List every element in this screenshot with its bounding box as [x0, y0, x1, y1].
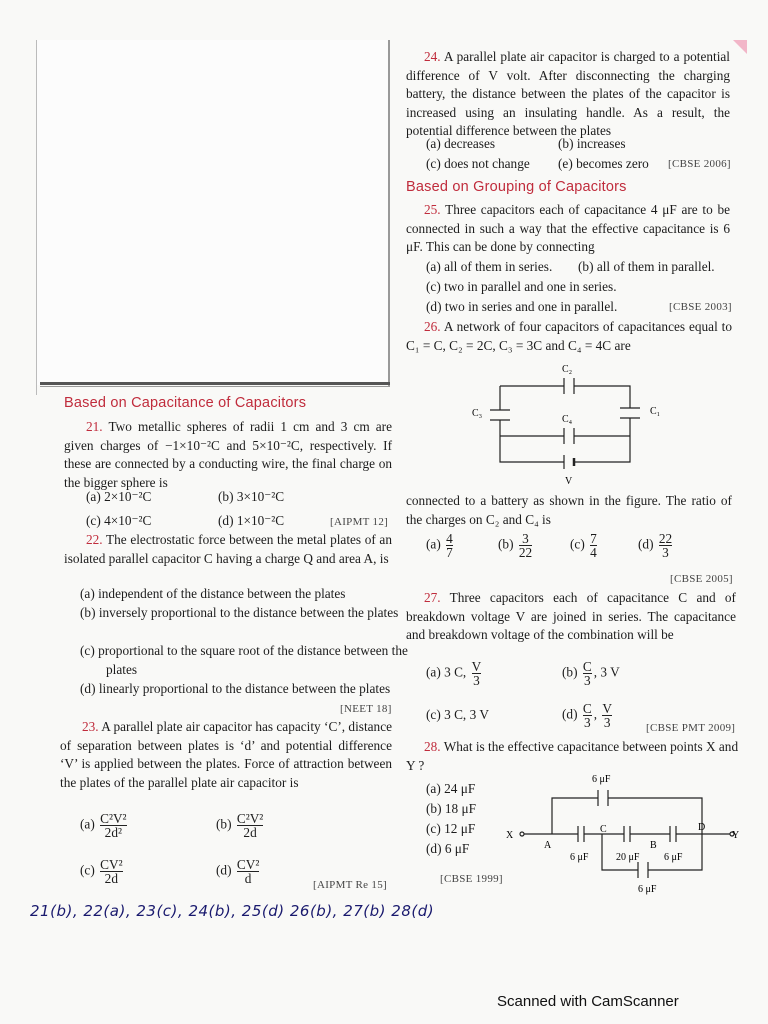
- label-top-cap: 6 μF: [592, 774, 611, 785]
- numerator: V: [471, 659, 482, 674]
- option-a: (a) 2×10⁻²C: [86, 489, 152, 504]
- numerator: C: [582, 701, 592, 716]
- option-c: (c) proportional to the square root of the distance between the plates: [80, 643, 408, 677]
- question-23: [60, 718, 392, 792]
- option-d: [216, 858, 261, 885]
- denominator: 3: [473, 673, 480, 688]
- option-d: (d) linearly proportional to the distance between the plates: [80, 681, 391, 696]
- question-text: The electrostatic force between the metal plates of an isolated parallel capacitor C having a charge Q and area A, is: [64, 532, 392, 566]
- denominator: 3: [583, 673, 591, 688]
- section-rule-thin: [40, 386, 390, 387]
- section-rule: [40, 382, 390, 385]
- exam-tag: [CBSE 1999]: [440, 873, 503, 885]
- numerator: C²V²: [100, 811, 127, 826]
- blank-figure-area: [37, 40, 389, 385]
- label-v: V: [565, 476, 573, 487]
- label-a: A: [544, 840, 552, 851]
- handwritten-answers: 21(b), 22(a), 23(c), 24(b), 25(d) 26(b), 27(b) 28(d): [30, 902, 435, 920]
- denominator: 2d: [237, 825, 263, 839]
- label-y: Y: [732, 830, 740, 841]
- option-a: (a) independent of the distance between the plates: [80, 586, 346, 601]
- option-label: (a): [426, 664, 441, 680]
- question-25: [406, 201, 730, 257]
- label-c3: C₃: [472, 408, 483, 419]
- question-number: 24.: [424, 49, 441, 64]
- label-cap-bottom: 6 μF: [638, 884, 657, 895]
- option-label: (a): [426, 536, 441, 552]
- label-b: B: [650, 840, 657, 851]
- fraction: [602, 702, 612, 729]
- option-c: [570, 532, 599, 559]
- question-number: 22.: [86, 532, 103, 547]
- option-a: [426, 660, 483, 687]
- question-number: 25.: [424, 202, 441, 217]
- option-c: (c) 4×10⁻²C: [86, 513, 152, 528]
- option-d: (d) two in series and one in parallel.: [426, 299, 618, 314]
- option-b: (b) 18 μF: [426, 801, 476, 816]
- camscanner-watermark: Scanned with CamScanner: [497, 993, 679, 1010]
- exam-tag: [CBSE 2006]: [668, 158, 731, 170]
- option-label: (b): [216, 816, 232, 832]
- denominator: 4: [590, 545, 597, 560]
- option-text: 3 C,: [444, 664, 467, 680]
- option-b: [562, 660, 620, 687]
- option-b: (b) all of them in parallel.: [578, 259, 715, 274]
- column-divider: [388, 40, 390, 386]
- numerator: C²V²: [236, 811, 264, 826]
- option-label: (b): [498, 536, 514, 552]
- option-c: (c) two in parallel and one in series.: [426, 279, 617, 294]
- fraction: [237, 812, 263, 839]
- section-title-grouping: Based on Grouping of Capacitors: [406, 179, 627, 195]
- question-text: Two metallic spheres of radii 1 cm and 3 cm are given charges of −1×10⁻²C and 5×10⁻²C, respectively. If these are connected by a conducting wire, the final charge on the bigger sphere is: [64, 419, 392, 490]
- option-e: (e) becomes zero: [558, 156, 649, 171]
- exam-tag: [CBSE 2003]: [669, 301, 732, 313]
- section-title-capacitance: Based on Capacitance of Capacitors: [64, 395, 307, 411]
- option-label: (b): [562, 664, 578, 680]
- question-number: 21.: [86, 419, 103, 434]
- question-21: [64, 418, 392, 492]
- option-d: (d) $\frac{C}{3}$ , $\frac{V}{3}$: [562, 701, 612, 730]
- question-number: 26.: [424, 319, 441, 334]
- option-d: (d) 1×10⁻²C: [218, 513, 285, 528]
- question-number: 23.: [82, 719, 99, 734]
- denominator: 2d²: [100, 825, 126, 839]
- fraction: [519, 532, 532, 559]
- fraction: [237, 858, 259, 885]
- option-d: [638, 532, 674, 559]
- option-label: (c): [80, 862, 95, 878]
- option-a: (a) 24 μF: [426, 781, 476, 796]
- exam-tag: [CBSE PMT 2009]: [646, 722, 736, 734]
- option-b: (b) increases: [558, 136, 626, 151]
- option-label: (c): [570, 536, 585, 552]
- option-c: (c) does not change: [426, 156, 530, 171]
- option-label: (a): [80, 816, 95, 832]
- denominator: 3: [659, 545, 672, 559]
- question-22: [64, 531, 392, 568]
- option-b: [216, 812, 265, 839]
- numerator: 22: [658, 531, 673, 546]
- fraction: [583, 702, 592, 729]
- denominator: 7: [446, 545, 453, 560]
- numerator: C: [582, 659, 592, 674]
- capacitor-network-figure: [470, 362, 670, 490]
- label-cap-1: 6 μF: [570, 852, 589, 863]
- numerator: CV²: [236, 857, 260, 872]
- option-c: [80, 858, 125, 885]
- label-c4: C₄: [562, 414, 573, 425]
- fraction: [100, 858, 122, 885]
- question-27: [406, 589, 736, 645]
- option-d: (d) 6 μF: [426, 841, 470, 856]
- option-b: (b) 3×10⁻²C: [218, 489, 285, 504]
- exam-tag: [NEET 18]: [340, 703, 392, 715]
- label-x: X: [506, 830, 514, 841]
- question-text: A parallel plate air capacitor is charged to a potential difference of V volt. After disconnecting the charging battery, the distance between the plates of the capacitor is increased using an insulating handle. As a result, the potential difference between the plates: [406, 49, 730, 138]
- denominator: 3: [603, 715, 611, 730]
- numerator: 7: [590, 531, 597, 546]
- option-c: (c) 12 μF: [426, 821, 476, 836]
- label-cap-3: 6 μF: [664, 852, 683, 863]
- option-label: (c): [426, 707, 441, 722]
- option-b: (b) inversely proportional to the distance between the plates: [80, 605, 399, 620]
- exam-tag: [CBSE 2005]: [670, 573, 733, 585]
- option-label: (d): [638, 536, 654, 552]
- fraction: [446, 532, 453, 559]
- question-text: Three capacitors each of capacitance C and of breakdown voltage V are joined in series. The capacitance and breakdown voltage of the combination will be: [406, 590, 736, 642]
- exam-tag: [AIPMT 12]: [330, 516, 389, 528]
- denominator: 2d: [100, 871, 122, 885]
- option-label: (d): [216, 862, 232, 878]
- fraction: [659, 532, 672, 559]
- numerator: 4: [446, 531, 453, 546]
- question-text: A parallel plate air capacitor has capacity ‘C’, distance of separation between plates is ‘d’ and potential difference ‘V’ is applied between the plates. Force of attraction between the plates of the parallel plate air capacitor is: [60, 719, 393, 790]
- option-text: , 3 V: [593, 664, 620, 680]
- option-a: [80, 812, 129, 839]
- capacitor-circuit-figure: [506, 770, 742, 896]
- question-26-cont: connected to a battery as shown in the figure. The ratio of the charges on C₂ and C₄ is: [406, 493, 732, 527]
- numerator: CV²: [100, 857, 123, 872]
- question-number: 28.: [424, 739, 441, 754]
- question-number: 27.: [424, 590, 441, 605]
- fraction: [100, 812, 126, 839]
- option-label: (d): [562, 706, 578, 722]
- label-c2: C₂: [562, 364, 573, 375]
- option-c: [426, 706, 489, 725]
- page-edge: [36, 40, 37, 395]
- option-a: (a) decreases: [426, 136, 496, 151]
- exam-tag: [AIPMT Re 15]: [313, 879, 387, 891]
- question-text: A network of four capacitors of capacitances equal to C₁ = C, C₂ = 2C, C₃ = 3C and C₄ = 4C are: [406, 319, 733, 353]
- option-a: [426, 532, 455, 559]
- denominator: 3: [583, 715, 591, 730]
- question-24: [406, 48, 730, 141]
- label-d: D: [698, 822, 706, 833]
- label-cap-2: 20 μF: [616, 852, 640, 863]
- numerator: 3: [522, 531, 529, 546]
- denominator: 22: [518, 545, 533, 560]
- fraction: [472, 660, 482, 687]
- question-text: Three capacitors each of capacitance 4 μF are to be connected in such a way that the effective capacitance is 6 μF. This can be done by connecting: [406, 202, 730, 254]
- denominator: d: [237, 871, 259, 885]
- page-corner-mark: [733, 40, 747, 54]
- label-c: C: [600, 824, 607, 835]
- fraction: [590, 532, 597, 559]
- fraction: [583, 660, 592, 687]
- numerator: V: [602, 701, 612, 716]
- option-text: 3 C, 3 V: [444, 707, 489, 722]
- option-a: (a) all of them in series.: [426, 259, 553, 274]
- question-text: What is the effective capacitance between points X and Y ?: [406, 739, 739, 773]
- option-b: [498, 532, 534, 559]
- question-26: [406, 318, 732, 355]
- label-c1: C₁: [650, 406, 661, 417]
